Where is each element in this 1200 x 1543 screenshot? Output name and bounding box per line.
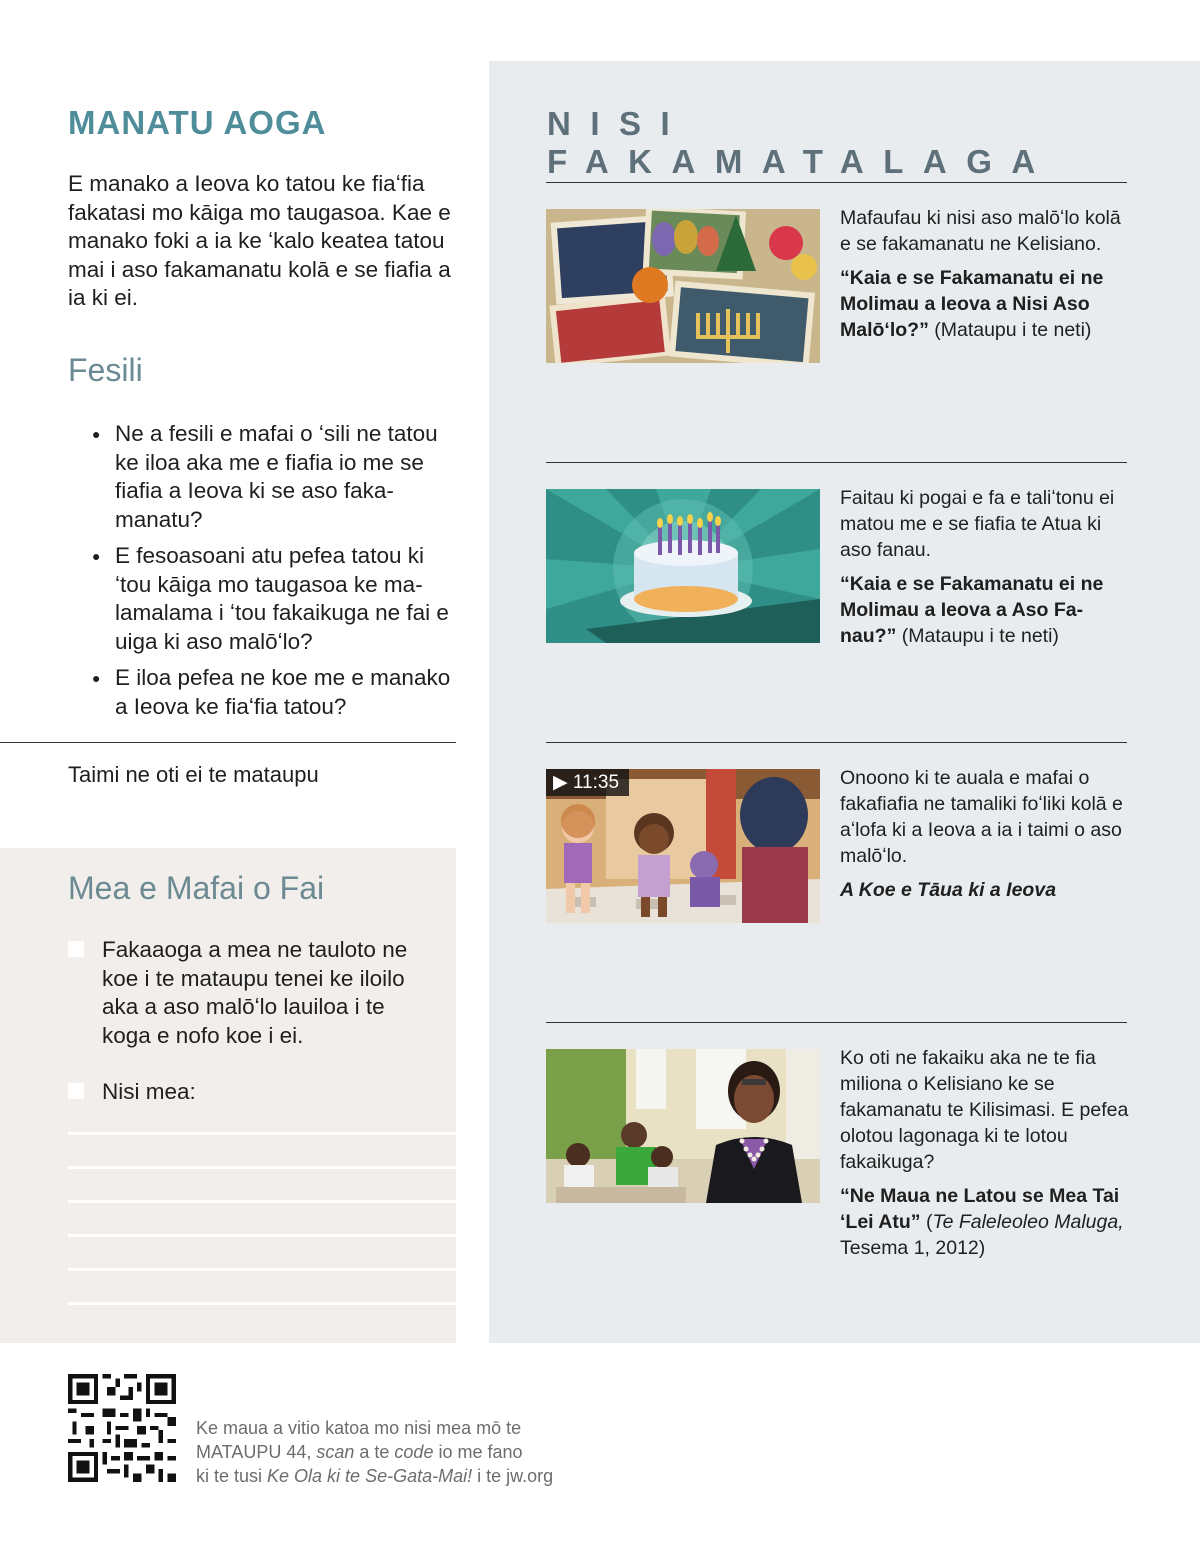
write-line[interactable]: [68, 1302, 456, 1305]
resource-description: Ko oti ne fakaiku aka ne te fia miliona o Kelisiano ke se fakamanatu te Kilisimasi. E pefea olotou lagonaga ki te lotou fakaikuga?: [840, 1047, 1129, 1173]
write-line[interactable]: [68, 1132, 456, 1135]
resource-reference[interactable]: [840, 571, 1130, 649]
divider: [546, 1022, 1127, 1023]
task-item[interactable]: [68, 1078, 428, 1107]
resource-reference[interactable]: [840, 265, 1130, 343]
nisi-fakamatalaga-panel: [489, 61, 1200, 1343]
publication-name: Te Faleleoleo Maluga,: [932, 1211, 1124, 1233]
footer-note: [196, 1416, 616, 1488]
footer-text-part: a te: [354, 1442, 395, 1462]
fesili-item: ● Ne a fesili e mafai o ʻsili ne tatou ke iloa aka me e fiafia io me se fiafia a Ieova ki se aso fakamanatu?: [92, 420, 454, 534]
birthday-cake-image[interactable]: [546, 489, 820, 643]
checkbox[interactable]: [68, 1083, 84, 1099]
footer-text-part: code: [394, 1442, 434, 1462]
manatu-aoga-heading: MANATU AOGA: [68, 104, 327, 141]
time-completed-label: Taimi ne oti ei te mataupu: [68, 762, 319, 787]
divider: [546, 182, 1127, 183]
task-text: Nisi mea:: [102, 1079, 196, 1104]
resource-description: Onoono ki te auala e mafai o fakafiafia ne tamaliki foʻliki kolā e aʻlofa ki a Ieova a ia i taimi o aso malōʻlo.: [840, 767, 1123, 867]
resource-reference[interactable]: [840, 877, 1130, 903]
fesili-item: ● E iloa pefea ne koe me e manako a Ieova ke fiaʻfia tatou?: [92, 664, 454, 721]
video-title-link[interactable]: A Koe e Tāua ki a Ieova: [840, 879, 1057, 901]
fesili-heading: Fesili: [68, 352, 143, 388]
ref-open-paren: (: [920, 1211, 933, 1233]
footer-text-part: MATAUPU 44,: [196, 1442, 317, 1462]
article-title-link[interactable]: “Kaia e se Fakamanatu ei ne Molimau a Ieova a Aso Fanau?”: [840, 573, 1104, 647]
mea-e-mafai-box: [0, 848, 456, 1343]
book-title: Ke Ola ki te Se-Gata-Mai!: [267, 1466, 473, 1486]
resource-text: [840, 1045, 1130, 1261]
article-source-note: (Mataupu i te neti): [896, 625, 1059, 647]
article-title-link[interactable]: “Ne Maua ne Latou se Mea Tai ʻLei Atu”: [840, 1185, 1120, 1233]
manatu-aoga-body: E manako a Ieova ko tatou ke fiaʻfia fakatasi mo kāiga mo taugasoa. Kae e manako foki a ia ke ʻkalo keatea tatou mai i aso fakamanatu kolā e se fiafia a ia ki ei.: [68, 171, 451, 310]
fesili-list: [92, 420, 454, 729]
article-title-link[interactable]: “Kaia e se Fakamanatu ei ne Molimau a Ieova a Nisi Aso Malōʻlo?”: [840, 267, 1104, 341]
footer-line: [196, 1440, 616, 1464]
resource-description: Mafaufau ki nisi aso malōʻlo kolā e se fakamanatu ne Kelisiano.: [840, 207, 1121, 255]
article-source-note: (Mataupu i te neti): [928, 319, 1092, 341]
qr-code[interactable]: [68, 1374, 176, 1482]
footer-line: [196, 1464, 616, 1488]
video-duration-badge: ▶ 11:35: [546, 769, 629, 796]
footer-text-part: scan: [316, 1442, 355, 1462]
video-duration: 11:35: [572, 772, 620, 793]
footer-text-part: ki te tusi: [196, 1466, 268, 1486]
holidays-collage-image[interactable]: [546, 209, 820, 363]
woman-portrait-image[interactable]: [546, 1049, 820, 1203]
write-line[interactable]: [68, 1166, 456, 1169]
write-line[interactable]: [68, 1234, 456, 1237]
resource-description: Faitau ki pogai e fa e taliʻtonu ei matou me e se fiafia te Atua ki aso fanau.: [840, 487, 1115, 561]
divider: [546, 462, 1127, 463]
footer-text-part: i te jw.org: [472, 1466, 554, 1486]
resource-text: [840, 205, 1130, 343]
resource-text: [840, 485, 1130, 649]
resource-text: [840, 765, 1130, 903]
video-thumbnail[interactable]: [546, 769, 820, 923]
mea-e-mafai-heading: Mea e Mafai o Fai: [68, 870, 325, 906]
divider: [546, 742, 1127, 743]
checkbox[interactable]: [68, 941, 84, 957]
divider: [0, 742, 456, 743]
task-item[interactable]: [68, 936, 428, 1050]
footer-text-part: io me fano: [433, 1442, 523, 1462]
nisi-fakamatalaga-heading: NISI FAKAMATALAGA: [547, 105, 1055, 180]
write-line[interactable]: [68, 1268, 456, 1271]
write-line[interactable]: [68, 1200, 456, 1203]
task-text: Fakaaoga a mea ne tauloto ne koe i te mataupu tenei ke iloilo aka a aso malōʻlo lauiloa i te koga e nofo koe i ei.: [102, 937, 408, 1048]
left-column: [0, 0, 456, 1343]
resource-reference[interactable]: [840, 1183, 1130, 1261]
publication-date: Tesema 1, 2012): [840, 1237, 986, 1259]
footer-line: Ke maua a vitio katoa mo nisi mea mō te: [196, 1418, 522, 1438]
fesili-item: ● E fesoasoani atu pefea tatou ki ʻtou kāiga mo taugasoa ke malamalama i ʻtou fakaikuga ne fai e uiga ki aso malōʻlo?: [92, 542, 454, 656]
